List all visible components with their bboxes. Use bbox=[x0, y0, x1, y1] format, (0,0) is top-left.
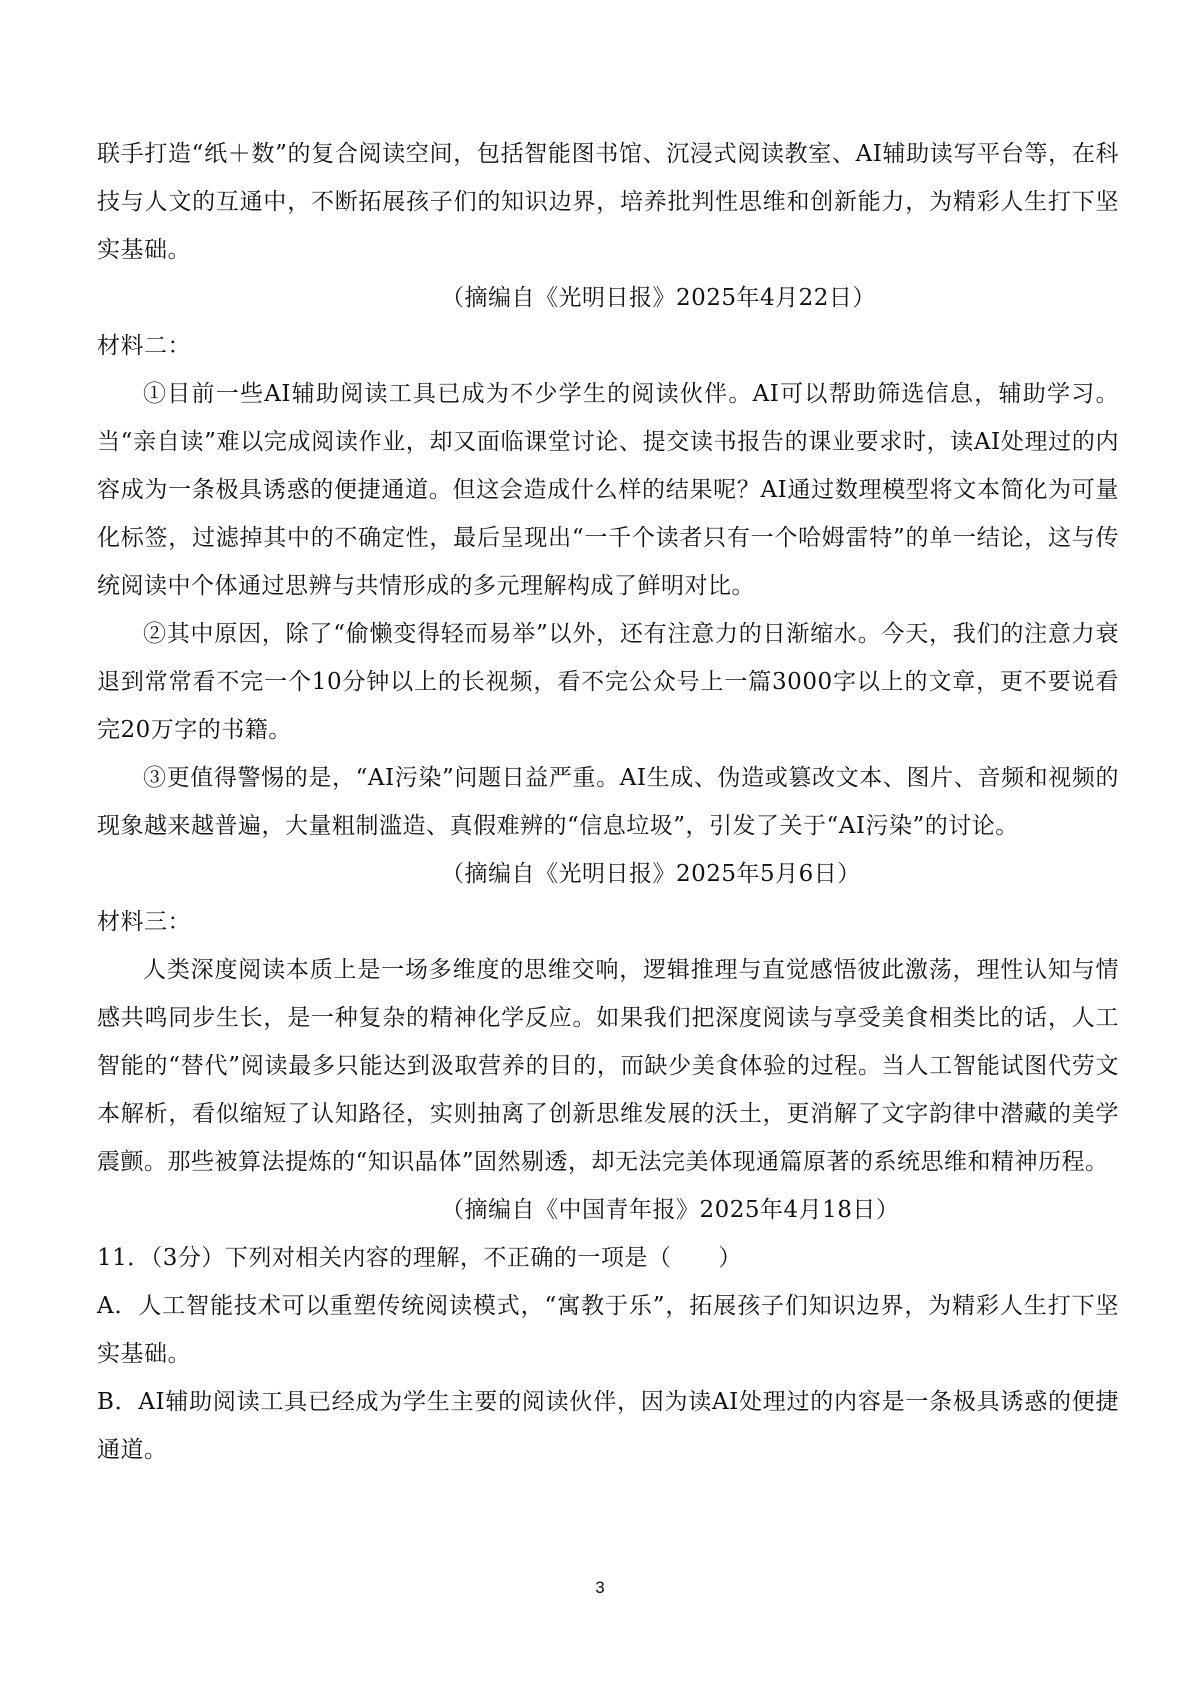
document-page bbox=[97, 130, 1119, 1474]
question-11-stem: 11．（3分）下列对相关内容的理解，不正确的一项是（ ） bbox=[97, 1245, 742, 1271]
question-11-option-a: A．人工智能技术可以重塑传统阅读模式，“寓教于乐”，拓展孩子们知识边界，为精彩人生打下坚实基础。 bbox=[97, 1293, 1119, 1367]
page-number: 3 bbox=[595, 1578, 605, 1597]
material3-source: （摘编自《中国青年报》2025年4月18日） bbox=[441, 1197, 900, 1223]
material3-paragraph-1: 人类深度阅读本质上是一场多维度的思维交响，逻辑推理与直觉感悟彼此激荡，理性认知与情感共鸣同步生长，是一种复杂的精神化学反应。如果我们把深度阅读与享受美食相类比的话，人工智能的“替代”阅读最多只能达到汲取营养的目的，而缺少美食体验的过程。当人工智能试图代劳文本解析，看似缩短了认知路径，实则抽离了创新思维发展的沃土，更消解了文字韵律中潜藏的美学震颤。那些被算法提炼的“知识晶体”固然剔透，却无法完美体现通篇原著的系统思维和精神历程。 bbox=[97, 957, 1119, 1175]
material2-paragraph-1: ①目前一些AI辅助阅读工具已成为不少学生的阅读伙伴。AI可以帮助筛选信息，辅助学习。当“亲自读”难以完成阅读作业，却又面临课堂讨论、提交读书报告的课业要求时，读AI处理过的内容成为一条极具诱惑的便捷通道。但这会造成什么样的结果呢？AI通过数理模型将文本简化为可量化标签，过滤掉其中的不确定性，最后呈现出“一千个读者只有一个哈姆雷特”的单一结论，这与传统阅读中个体通过思辨与共情形成的多元理解构成了鲜明对比。 bbox=[97, 381, 1119, 599]
material3-heading: 材料三： bbox=[97, 909, 191, 935]
material1-source: （摘编自《光明日报》2025年4月22日） bbox=[441, 285, 876, 311]
material2-paragraph-3: ③更值得警惕的是，“AI污染”问题日益严重。AI生成、伪造或篡改文本、图片、音频和视频的现象越来越普遍，大量粗制滥造、真假难辨的“信息垃圾”，引发了关于“AI污染”的讨论。 bbox=[97, 765, 1119, 839]
material2-source: （摘编自《光明日报》2025年5月6日） bbox=[441, 861, 861, 887]
question-11-option-b: B．AI辅助阅读工具已经成为学生主要的阅读伙伴，因为读AI处理过的内容是一条极具诱惑的便捷通道。 bbox=[97, 1389, 1119, 1463]
material1-tail-paragraph: 联手打造“纸＋数”的复合阅读空间，包括智能图书馆、沉浸式阅读教室、AI辅助读写平台等，在科技与人文的互通中，不断拓展孩子们的知识边界，培养批判性思维和创新能力，为精彩人生打下坚实基础。 bbox=[97, 141, 1119, 263]
material2-heading: 材料二： bbox=[97, 333, 191, 359]
material2-paragraph-2: ②其中原因，除了“偷懒变得轻而易举”以外，还有注意力的日渐缩水。今天，我们的注意力衰退到常常看不完一个10分钟以上的长视频，看不完公众号上一篇3000字以上的文章，更不要说看完20万字的书籍。 bbox=[97, 621, 1119, 743]
